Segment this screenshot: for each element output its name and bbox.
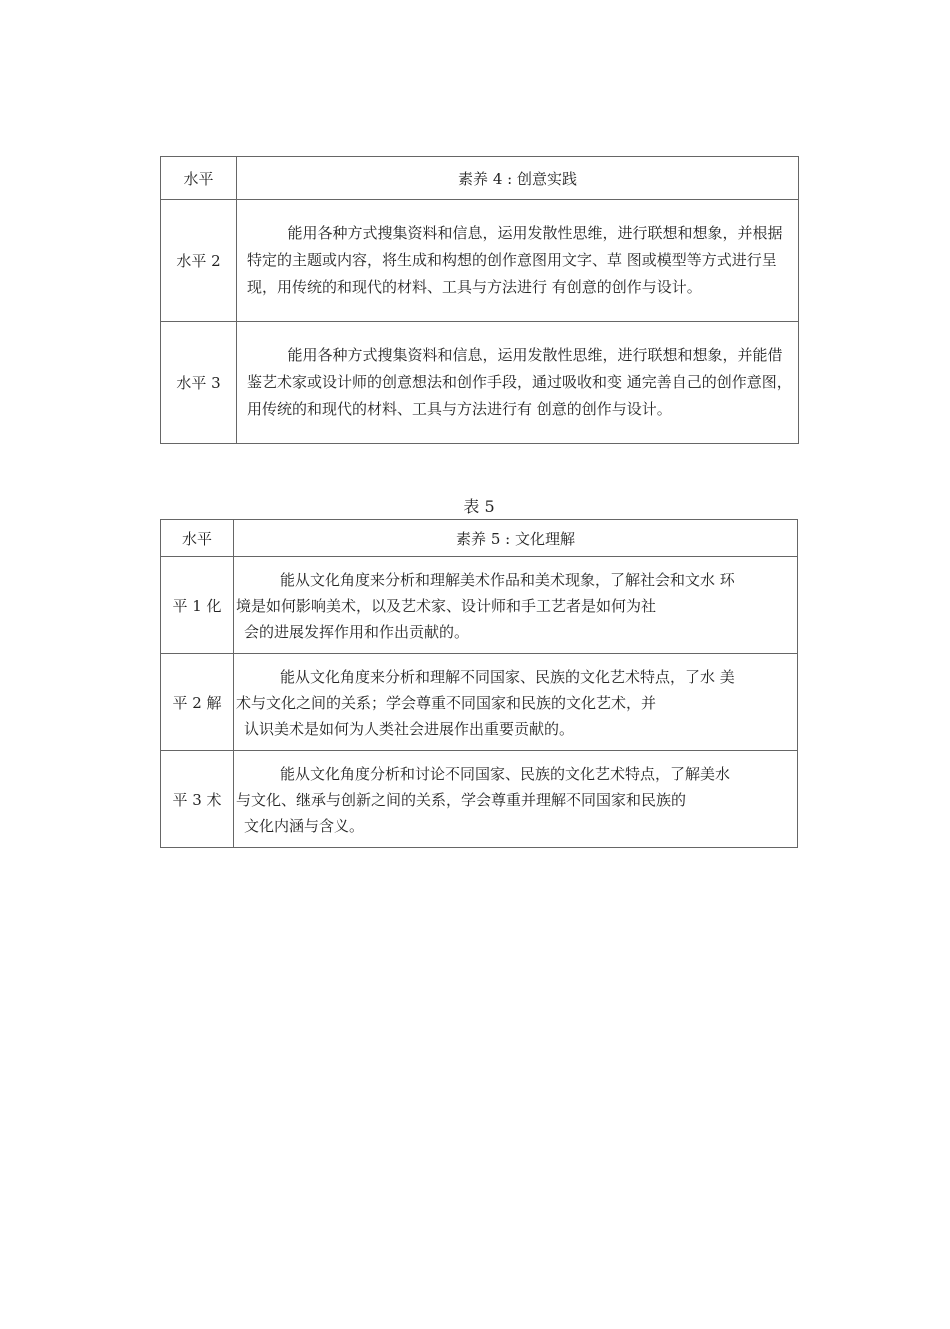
description-line: 术与文化之间的关系；学会尊重不同国家和民族的文化艺术，并 (236, 694, 657, 712)
table-row (161, 751, 798, 848)
header-competency: 素养 4 : 创意实践 (237, 157, 799, 200)
level-label: 水平 3 (161, 322, 237, 444)
description-line: 能从文化角度分析和讨论不同国家、民族的文化艺术特点，了解美水 (280, 765, 731, 783)
header-level: 水平 (161, 520, 234, 557)
level-description (234, 654, 798, 751)
table-row (161, 200, 799, 322)
level-label: 平 2 解 (161, 654, 234, 751)
description-line: 会的进展发挥作用和作出贡献的。 (244, 623, 470, 641)
table-caption: 表 5 (463, 497, 495, 516)
description-line: 与文化、继承与创新之间的关系，学会尊重并理解不同国家和民族的 (236, 791, 687, 809)
level-label: 平 1 化 (161, 557, 234, 654)
level-description (234, 557, 798, 654)
table-row (161, 322, 799, 444)
description-line: 境是如何影响美术，以及艺术家、设计师和手工艺者是如何为社 (236, 597, 657, 615)
description-line: 能从文化角度来分析和理解美术作品和美术现象，了解社会和文水 环 (280, 571, 735, 589)
table-header-row (161, 157, 799, 200)
description-line: 认识美术是如何为人类社会进展作出重要贡献的。 (244, 720, 575, 738)
table-row (161, 654, 798, 751)
description-line: 文化内涵与含义。 (244, 817, 365, 835)
level-description (234, 751, 798, 848)
level-label: 水平 2 (161, 200, 237, 322)
table-creative-practice (160, 156, 799, 444)
level-description (237, 322, 799, 444)
description-text: 能用各种方式搜集资料和信息，运用发散性思维，进行联想和想象，并能借鉴艺术家或设计师的创意想法和创作手段，通过吸收和变 通完善自己的创作意图，用传统的和现代的材料、工具与方法进行有 创意的创作与设计。 (247, 346, 792, 418)
level-description (237, 200, 799, 322)
header-level: 水平 (161, 157, 237, 200)
description-line: 能从文化角度来分析和理解不同国家、民族的文化艺术特点，了水 美 (280, 668, 735, 686)
table-header-row (161, 520, 798, 557)
table-row (161, 557, 798, 654)
header-competency: 素养 5 : 文化理解 (234, 520, 798, 557)
table-cultural-understanding (160, 519, 798, 848)
level-label: 平 3 术 (161, 751, 234, 848)
description-text: 能用各种方式搜集资料和信息，运用发散性思维，进行联想和想象，并根据特定的主题或内容，将生成和构想的创作意图用文字、草 图或模型等方式进行呈现，用传统的和现代的材料、工具与方法进行 有创意的创作与设计。 (247, 224, 783, 296)
